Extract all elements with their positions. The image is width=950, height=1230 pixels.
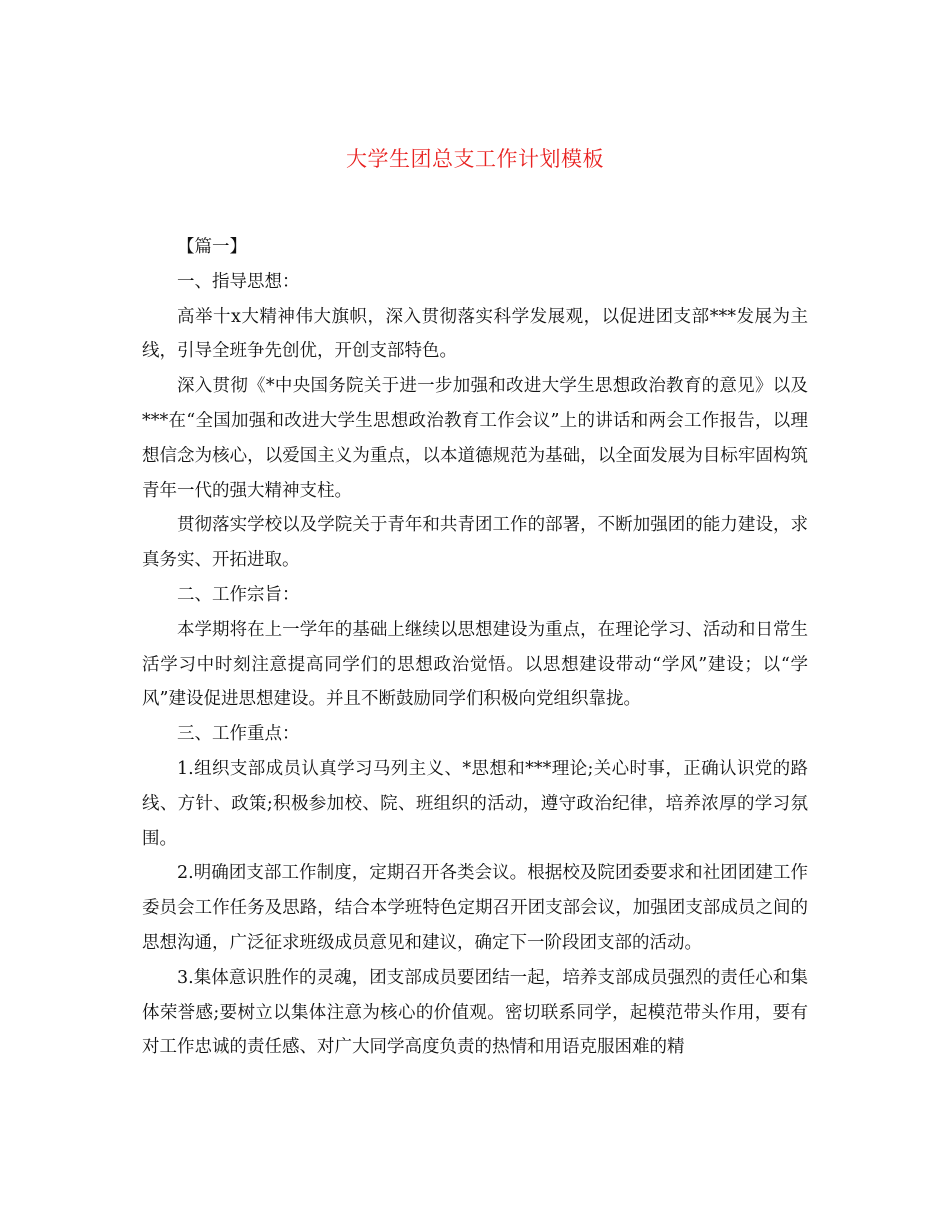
heading-work-focus: 三、工作重点： — [177, 724, 300, 745]
document-body — [142, 230, 808, 1065]
section-label: 【篇一】 — [177, 237, 247, 257]
paragraph: 本学期将在上一学年的基础上继续以思想建设为重点，在理论学习、活动和日常生活学习中时刻注意提高同学们的思想政治觉悟。以思想建设带动“学风”建设；以“学风”建设促进思想建设。并且不断鼓励同学们积极向党组织靠拢。 — [142, 619, 808, 710]
heading-work-purpose: 二、工作宗旨： — [177, 584, 300, 605]
list-item: 1.组织支部成员认真学习马列主义、*思想和***理论;关心时事，正确认识党的路线、方针、政策;积极参加校、院、班组织的活动，遵守政治纪律，培养浓厚的学习氛围。 — [142, 758, 808, 849]
heading-guiding-thought: 一、指导思想： — [177, 271, 300, 292]
list-item: 2.明确团支部工作制度，定期召开各类会议。根据校及院团委要求和社团团建工作委员会工作任务及思路，结合本学班特色定期召开团支部会议，加强团支部成员之间的思想沟通，广泛征求班级成员意见和建议，确定下一阶段团支部的活动。 — [142, 863, 808, 953]
document-title: 大学生团总支工作计划模板 — [346, 147, 604, 171]
paragraph: 高举十x大精神伟大旗帜，深入贯彻落实科学发展观，以促进团支部***发展为主线，引导全班争先创优，开创支部特色。 — [142, 306, 808, 362]
paragraph: 贯彻落实学校以及学院关于青年和共青团工作的部署，不断加强团的能力建设，求真务实、开拓进取。 — [142, 515, 808, 571]
paragraph: 深入贯彻《*中央国务院关于进一步加强和改进大学生思想政治教育的意见》以及***在“全国加强和改进大学生思想政治教育工作会议”上的讲话和两会工作报告，以理想信念为核心，以爱国主义为重点，以本道德规范为基础，以全面发展为目标牢固构筑青年一代的强大精神支柱。 — [142, 376, 808, 501]
list-item: 3.集体意识胜作的灵魂，团支部成员要团结一起，培养支部成员强烈的责任心和集体荣誉感;要树立以集体注意为核心的价值观。密切联系同学，起模范带头作用，要有对工作忠诚的责任感、对广大同学高度负责的热情和用语克服困难的精 — [142, 967, 808, 1058]
